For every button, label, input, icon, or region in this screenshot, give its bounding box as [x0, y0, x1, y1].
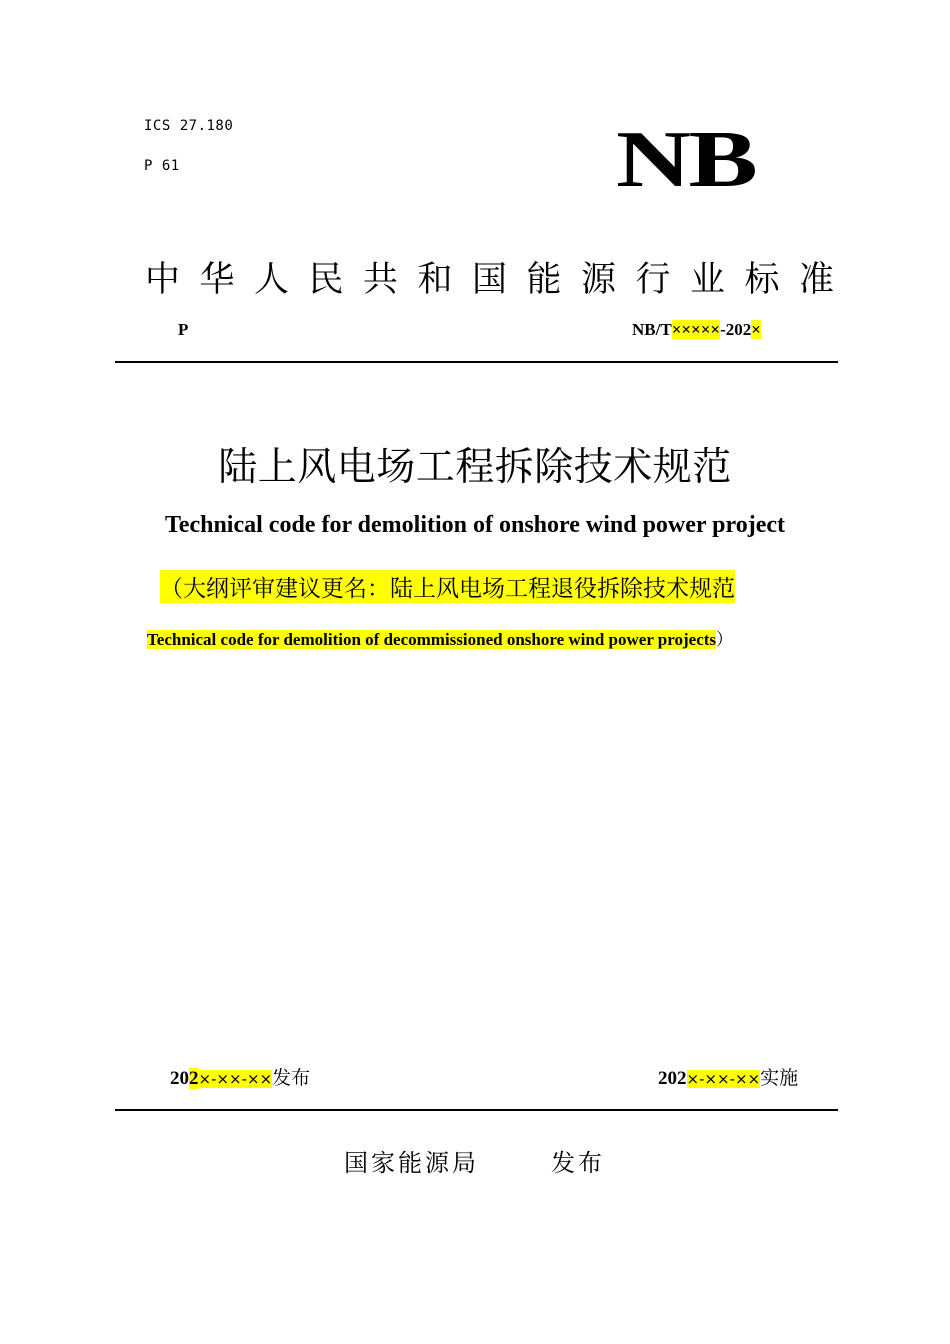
publish-year-prefix: 20	[170, 1068, 189, 1089]
publish-date-placeholder: ×-××-××	[198, 1070, 273, 1088]
std-serial-placeholder: ×××××	[671, 320, 721, 339]
org-name: 中华人民共和国能源行业标准	[145, 260, 854, 300]
std-year: -202	[720, 320, 752, 339]
publish-label: 发布	[272, 1067, 311, 1089]
issue-label: 发布	[551, 1149, 605, 1177]
bottom-divider	[115, 1109, 838, 1111]
std-year-placeholder: ×	[751, 320, 761, 339]
classification-code: P 61	[144, 158, 180, 174]
category-label: P	[178, 320, 189, 339]
standard-number	[632, 320, 761, 340]
ics-code: ICS 27.180	[144, 118, 234, 134]
publish-year-digit: 2	[189, 1068, 199, 1089]
title-chinese: 陆上风电场工程拆除技术规范	[218, 445, 732, 490]
implement-label: 实施	[760, 1067, 799, 1089]
rename-suggestion-english	[147, 625, 733, 650]
suggested-english-title: Technical code for demolition of decommissioned onshore wind power projects	[147, 630, 717, 649]
publish-date	[170, 1063, 310, 1090]
implement-year-prefix: 202	[658, 1068, 687, 1089]
title-english: Technical code for demolition of onshore wind power project	[165, 512, 785, 538]
closing-parenthesis: ）	[716, 630, 734, 650]
implement-date	[658, 1063, 798, 1090]
std-prefix: NB/T	[632, 320, 672, 339]
rename-suggestion-chinese: （大纲评审建议更名：陆上风电场工程退役拆除技术规范	[160, 570, 735, 603]
nb-logo: NB	[616, 116, 756, 204]
issuing-authority: 国家能源局	[344, 1149, 479, 1177]
top-divider	[115, 361, 838, 363]
implement-date-placeholder: ×-××-××	[686, 1070, 761, 1088]
